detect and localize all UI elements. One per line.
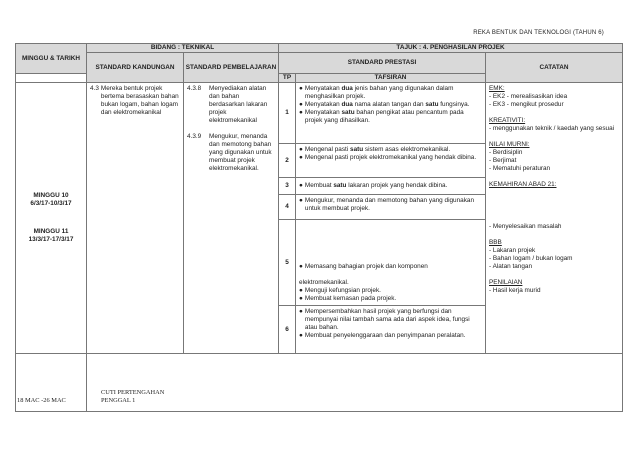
emk-item-2: - EK3 - mengikut prosedur <box>489 101 564 108</box>
bbb-item-2: - Bahan logam / bukan logam <box>489 255 573 262</box>
cuti-text: CUTI PERTENGAHAN PENGGAL 1 <box>101 389 165 404</box>
tafsiran-header: TAFSIRAN <box>296 74 486 83</box>
tp-header: TP <box>279 74 296 83</box>
kreativiti-heading: KREATIVITI: <box>489 117 526 124</box>
tp-2: 2 <box>279 144 296 178</box>
standard-prestasi-header: STANDARD PRESTASI <box>279 53 486 74</box>
sp1-text: Menyediakan alatan dan bahan berdasarkan lakaran projek elektromekanikal <box>209 85 268 124</box>
sp2-code: 4.3.9 <box>187 133 202 140</box>
minggu-cell <box>16 83 87 354</box>
cuti-date: 18 MAC -26 MAC <box>17 397 66 404</box>
nilai-item-3: - Mematuhi peraturan <box>489 165 551 172</box>
tafsiran-tp-6: ● Mempersembahkan hasil projek yang berfungsi dan mempunyai nilai tambah sama ada dari aspek idea, fungsi atau bahan. ● Membuat penyelenggaraan dan penyimpanan peralatan. <box>296 306 486 354</box>
tajuk-header: TAJUK : 4. PENGHASILAN PROJEK <box>279 44 623 53</box>
nilai-item-1: - Berdisiplin <box>489 149 523 156</box>
tafsiran-tp-5: ● Memasang bahagian projek dan komponen elektromekanikal. ● Menguji kefungsian projek. ● Membuat kemasan pada projek. <box>296 220 486 306</box>
standard-pembelajaran-cell <box>184 83 279 354</box>
catatan-header: CATATAN <box>486 53 623 83</box>
bidang-header: BIDANG : TEKNIKAL <box>87 44 279 53</box>
abad21-item-1: - Menyelesaikan masalah <box>489 223 562 230</box>
catatan-cell <box>486 83 623 354</box>
minggu-10-dates: 6/3/17-10/3/17 <box>30 200 72 207</box>
bbb-item-3: - Alatan tangan <box>489 263 533 270</box>
tp-1: 1 <box>279 83 296 144</box>
minggu-tarikh-header: MINGGU & TARIKH <box>16 44 87 74</box>
penilaian-heading: PENILAIAN <box>489 279 523 286</box>
standard-kandungan-cell <box>87 83 184 354</box>
nilai-murni-heading: NILAI MURNI: <box>489 141 530 148</box>
tafsiran-tp-4: ● Mengukur, menanda dan memotong bahan yang digunakan untuk membuat projek. <box>296 195 486 220</box>
emk-heading: EMK: <box>489 85 505 92</box>
minggu-11-dates: 13/3/17-17/3/17 <box>28 236 74 243</box>
tafsiran-tp-3: ● Membuat satu lakaran projek yang hendak dibina. <box>296 178 486 195</box>
tp-6: 6 <box>279 306 296 354</box>
tafsiran-tp-2: ● Mengenal pasti satu sistem asas elektromekanikal. ● Mengenal pasti projek elektromekanikal yang hendak dibina. <box>296 144 486 178</box>
bbb-item-1: - Lakaran projek <box>489 247 536 254</box>
standard-kandungan-header: STANDARD KANDUNGAN <box>87 53 184 83</box>
sk-text: Mereka bentuk projek bertema berasaskan bahan bukan logam, bahan logam dan elektromekanikal <box>100 85 179 116</box>
minggu-10-label: MINGGU 10 <box>33 192 69 199</box>
tp-3: 3 <box>279 178 296 195</box>
cuti-cell <box>87 354 623 412</box>
standard-pembelajaran-header: STANDARD PEMBELAJARAN <box>184 53 279 83</box>
tafsiran-tp-1: ● Menyatakan dua jenis bahan yang digunakan dalam menghasilkan projek. ● Menyatakan dua nama alatan tangan dan satu fungsinya. ● Menyatakan satu bahan pengikat atau pencantum pada projek yang dihasilkan. <box>296 83 486 144</box>
kreativiti-item-1: - menggunakan teknik / kaedah yang sesuai <box>489 125 615 132</box>
document-header: REKA BENTUK DAN TEKNOLOGI (TAHUN 6) <box>473 30 604 36</box>
lesson-plan-table <box>15 43 623 412</box>
bbb-heading: BBB <box>489 239 502 246</box>
tp-5: 5 <box>279 220 296 306</box>
abad21-heading: KEMAHIRAN ABAD 21: <box>489 181 557 188</box>
sp1-code: 4.3.8 <box>187 85 202 92</box>
cuti-date-cell <box>16 354 87 412</box>
spacer-cell <box>16 74 87 83</box>
minggu-11-label: MINGGU 11 <box>33 228 69 235</box>
nilai-item-2: - Berjimat <box>489 157 517 164</box>
sk-code: 4.3 <box>90 85 99 92</box>
tp-4: 4 <box>279 195 296 220</box>
emk-item-1: - EK2 - merealisasikan idea <box>489 93 568 100</box>
sp2-text: Mengukur, menanda dan memotong bahan yang digunakan untuk membuat projek elektromekanikal. <box>209 133 272 172</box>
penilaian-item-1: - Hasil kerja murid <box>489 287 541 294</box>
